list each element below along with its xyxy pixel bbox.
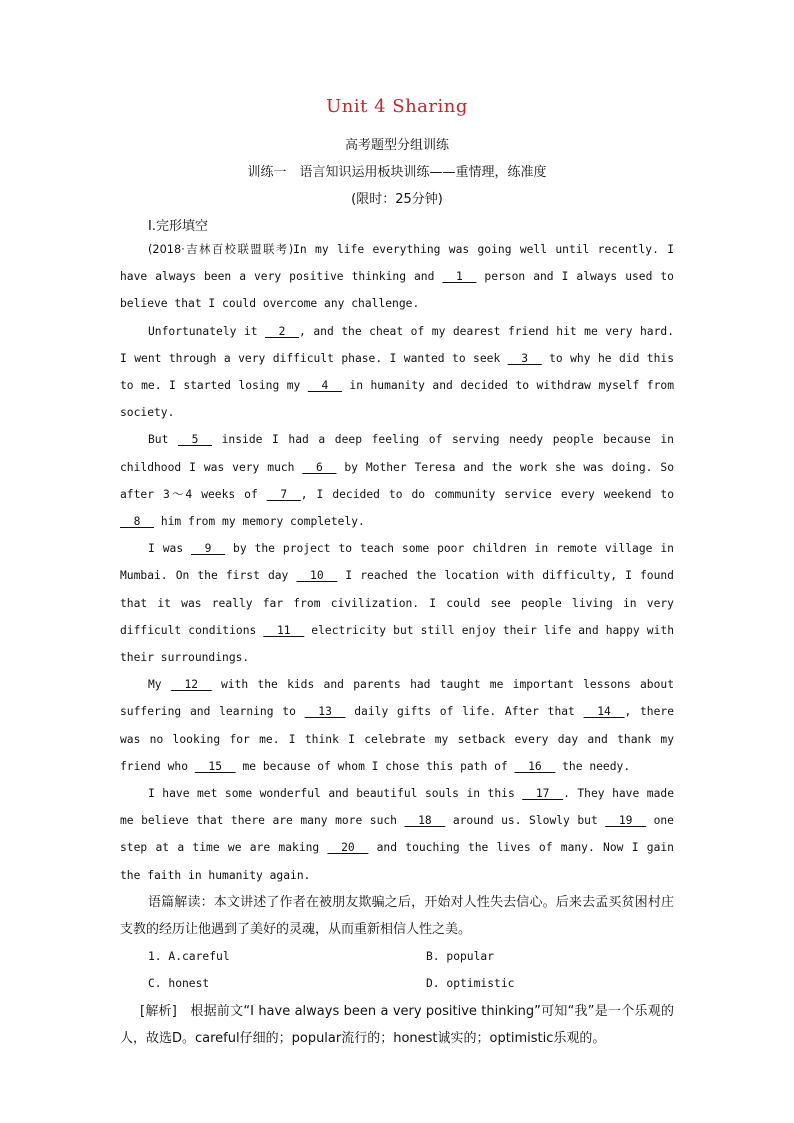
blank-6: __6__: [302, 460, 337, 474]
section-label: Ⅰ.完形填空: [148, 219, 208, 234]
paragraph-1: (2018·吉林百校联盟联考)In my life everything was going well until recently. I have always been a very positive thinking and __1__ person and I always used to believe that I could overcome any challenge.: [120, 243, 674, 311]
analysis: [120, 998, 674, 1052]
passage-interpretation: 语篇解读：本文讲述了作者在被朋友欺骗之后，开始对人性失去信心。后来去孟买贫困村庄支教的经历让他遇到了美好的灵魂，从而重新相信人性之美。: [120, 894, 674, 938]
blank-15: __15__: [194, 759, 236, 773]
option-c: C. honest: [148, 977, 210, 991]
blank-5: __5__: [178, 433, 213, 447]
training-heading: 训练一 语言知识运用板块训练——重情理，练准度: [247, 165, 547, 180]
time-limit: (限时：25分钟): [351, 192, 443, 207]
option-d: D. optimistic: [426, 977, 515, 991]
blank-18: __18__: [404, 814, 446, 828]
blank-14: __14__: [583, 705, 625, 719]
blank-10: __10__: [296, 569, 338, 583]
paragraph-3: But __5__ inside I had a deep feeling of serving needy people because in childhood I was very much __6__ by Mother Teresa and the work she was doing. So after 3～4 weeks of __7__, I decided to do community service every weekend to __8__ him from my memory completely.: [120, 433, 674, 529]
blank-12: __12__: [170, 678, 212, 692]
blank-1: __1__: [442, 270, 477, 284]
blank-11: __11__: [263, 623, 305, 637]
blank-17: __17__: [522, 787, 564, 801]
unit-title: Unit 4 Sharing: [326, 96, 468, 117]
passage-body: [120, 236, 674, 1052]
blank-19: __19__: [605, 814, 647, 828]
blank-9: __9__: [191, 542, 226, 556]
option-a: 1. A.careful: [148, 950, 230, 964]
blank-8: __8__: [120, 515, 155, 529]
options-row-1: [120, 943, 674, 970]
blank-2: __2__: [265, 324, 300, 338]
paragraph-2: Unfortunately it __2__, and the cheat of my dearest friend hit me very hard. I went through a very difficult phase. I wanted to seek __3__ to why he did this to me. I started losing my __4__ in humanity and decided to withdraw myself from society.: [120, 324, 674, 420]
blank-7: __7__: [266, 487, 301, 501]
options-row-2: [120, 970, 674, 997]
analysis-text: 根据前文“I have always been a very positive thinking”可知“我”是一个乐观的人，故选D。careful仔细的；popular流行的；honest诚实的；optimistic乐观的。: [120, 1003, 674, 1046]
blank-20: __20__: [327, 841, 369, 855]
subtitle: 高考题型分组训练: [344, 138, 449, 153]
paragraph-6: I have met some wonderful and beautiful souls in this __17__. They have made me believe that there are many more such __18__ around us. Slowly but __19__ one step at a time we are making __20__ and touching the lives of many. Now I gain the faith in humanity again.: [120, 787, 674, 882]
option-b: B. popular: [426, 950, 495, 964]
blank-16: __16__: [514, 759, 556, 773]
blank-4: __4__: [307, 379, 342, 393]
passage-source: (2018·吉林百校联盟联考): [148, 243, 294, 256]
blank-3: __3__: [507, 351, 542, 365]
blank-13: __13__: [304, 705, 346, 719]
paragraph-5: My __12__ with the kids and parents had taught me important lessons about suffering and learning to __13__ daily gifts of life. After that __14__, there was no looking for me. I think I celebrate my setback every day and thank my friend who __15__ me because of whom I chose this path of __16__ the needy.: [120, 678, 675, 773]
paragraph-4: I was __9__ by the project to teach some poor children in remote village in Mumbai. On the first day __10__ I reached the location with difficulty, I found that it was really far from civilization. I could see people living in very difficult conditions __11__ electricity but still enjoy their life and happy with their surroundings.: [120, 542, 674, 665]
analysis-tag: [解析]: [140, 1003, 177, 1019]
